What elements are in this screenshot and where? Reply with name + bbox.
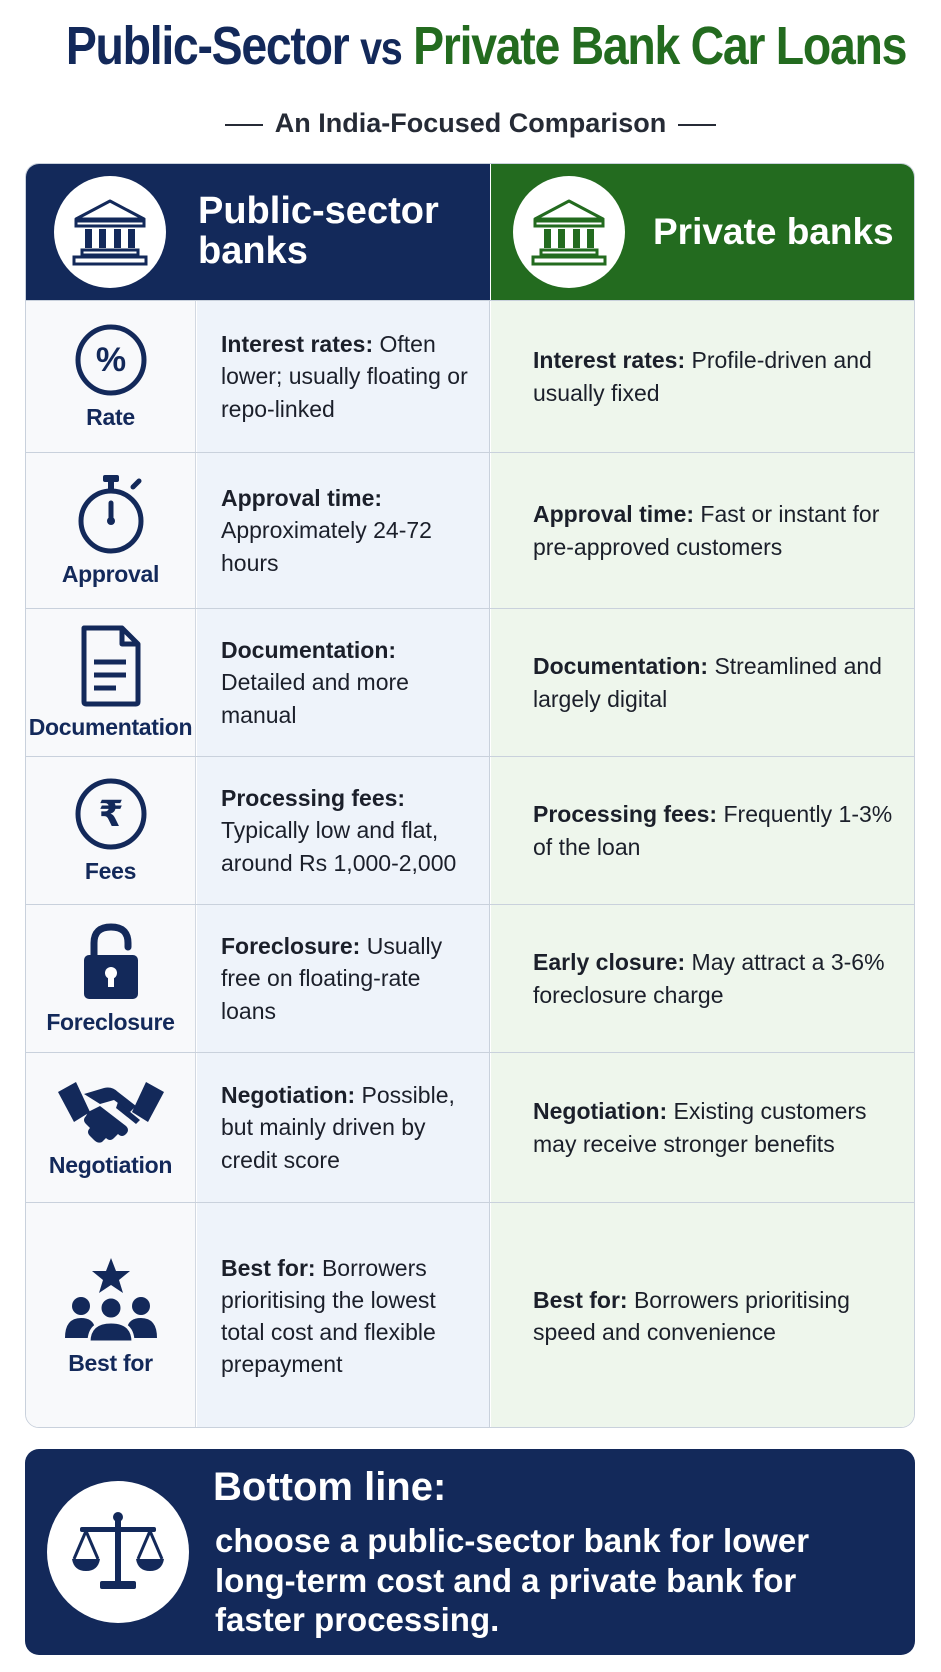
private-detail: Fast or instant for pre-approved customers [533,501,880,560]
public-cell-text [221,482,479,579]
public-detail: Usually free on floating-rate loans [221,933,443,1024]
rupee-icon [73,776,149,852]
stopwatch-icon [73,473,149,555]
public-detail: Possible, but mainly driven by credit score [221,1082,455,1173]
public-sector-title [198,192,439,272]
public-cell-text [221,634,479,731]
private-cell-text [533,946,896,1010]
scales-icon [70,1509,166,1595]
subtitle-dash-left [225,124,263,126]
row-label-cell [26,1203,196,1428]
row-label: Approval [61,561,160,587]
public-term: Documentation: [221,637,397,664]
private-detail: Borrowers prioritising speed and convenience [533,1286,850,1345]
private-cell [491,453,915,608]
public-cell-text [221,1079,479,1176]
public-cell [197,757,490,904]
private-term: Documentation: [533,653,709,680]
row-label: Rate [86,404,135,430]
private-detail: Existing customers may receive stronger benefits [533,1098,867,1157]
public-cell [197,301,490,452]
public-term: Processing fees: [221,785,406,812]
public-cell [197,609,490,756]
row-label: Best for [68,1349,153,1376]
public-detail: Approximately 24-72 hours [221,517,432,576]
row-label: Foreclosure [46,1009,175,1035]
public-cell [197,453,490,608]
private-bank-header [491,164,915,300]
public-detail: Detailed and more manual [221,669,409,728]
private-cell [491,757,915,904]
public-cell [197,1053,490,1202]
public-title-line1: Public-sector [198,190,439,233]
bank-icon [70,197,150,267]
public-cell [197,1203,490,1428]
padlock-icon [78,921,144,1003]
row-label: Documentation [28,714,193,740]
row-label-cell [26,609,196,756]
row-label: Negotiation [48,1152,173,1178]
public-term: Interest rates: [221,331,374,358]
public-term: Approval time: [221,485,383,512]
public-cell-text [221,930,479,1027]
public-cell-text [221,328,479,425]
private-term: Best for: [533,1286,628,1313]
row-label: Fees [84,858,137,884]
handshake-icon [56,1076,166,1146]
row-label-cell [26,301,196,452]
private-detail: Frequently 1-3% of the loan [533,801,893,860]
title-vs: vs [360,22,402,74]
public-cell [197,905,490,1052]
subtitle-dash-right [678,124,716,126]
private-cell [491,301,915,452]
private-term: Early closure: [533,949,686,976]
public-term: Foreclosure: [221,933,361,960]
private-term: Approval time: [533,501,695,528]
document-icon [78,624,144,708]
private-cell [491,1203,915,1428]
private-term: Interest rates: [533,347,686,374]
private-detail: Profile-driven and usually fixed [533,347,872,406]
row-foreclosure [26,904,915,1052]
private-cell [491,609,915,756]
private-bank-icon-circle [513,176,625,288]
row-rate [26,300,915,452]
public-cell-text [221,1252,479,1381]
private-bank-title: Private banks [653,210,894,252]
comparison-table [25,163,915,1428]
private-cell-text [533,498,896,562]
private-cell-text [533,1284,896,1348]
title-part-public: Public-Sector [65,16,349,76]
private-detail: Streamlined and largely digital [533,653,882,712]
public-detail: Typically low and flat, around Rs 1,000-2,000 [221,817,457,876]
public-detail: Often lower; usually floating or repo-linked [221,331,468,422]
subtitle-text: An India-Focused Comparison [274,108,667,138]
bottom-line-text: choose a public-sector bank for lower long-term cost and a private bank for faster processing. [215,1522,810,1639]
public-detail: Borrowers prioritising the lowest total cost and flexible prepayment [221,1254,436,1378]
row-fees [26,756,915,904]
scales-icon-circle [47,1481,189,1623]
public-sector-header [26,164,490,300]
row-label-cell [26,1053,196,1202]
svg-text:%: % [95,341,126,379]
row-best-for [26,1202,915,1428]
bank-icon [529,197,609,267]
svg-text:₹: ₹ [97,794,124,835]
bottom-line-title: Bottom line: [213,1465,447,1509]
private-cell [491,905,915,1052]
private-cell-text [533,798,896,862]
private-cell-text [533,1095,896,1159]
people-star-icon [63,1256,159,1344]
private-detail: May attract a 3-6% foreclosure charge [533,949,885,1008]
row-label-cell [26,757,196,904]
row-negotiation [26,1052,915,1202]
private-cell [491,1053,915,1202]
public-title-line2: banks [198,230,308,272]
page-title [65,14,907,79]
public-bank-icon-circle [54,176,166,288]
row-label-cell [26,453,196,608]
row-label-cell [26,905,196,1052]
public-term: Negotiation: [221,1082,356,1109]
title-part-private: Private Bank Car Loans [413,16,907,76]
private-cell-text [533,650,896,714]
private-term: Processing fees: [533,801,718,828]
private-cell-text [533,344,896,408]
public-term: Best for: [221,1254,316,1281]
page-subtitle [0,108,941,139]
public-cell-text [221,782,479,879]
row-documentation [26,608,915,756]
percent-icon [73,322,149,398]
row-approval [26,452,915,608]
private-term: Negotiation: [533,1098,668,1125]
bottom-line-banner [25,1449,915,1655]
